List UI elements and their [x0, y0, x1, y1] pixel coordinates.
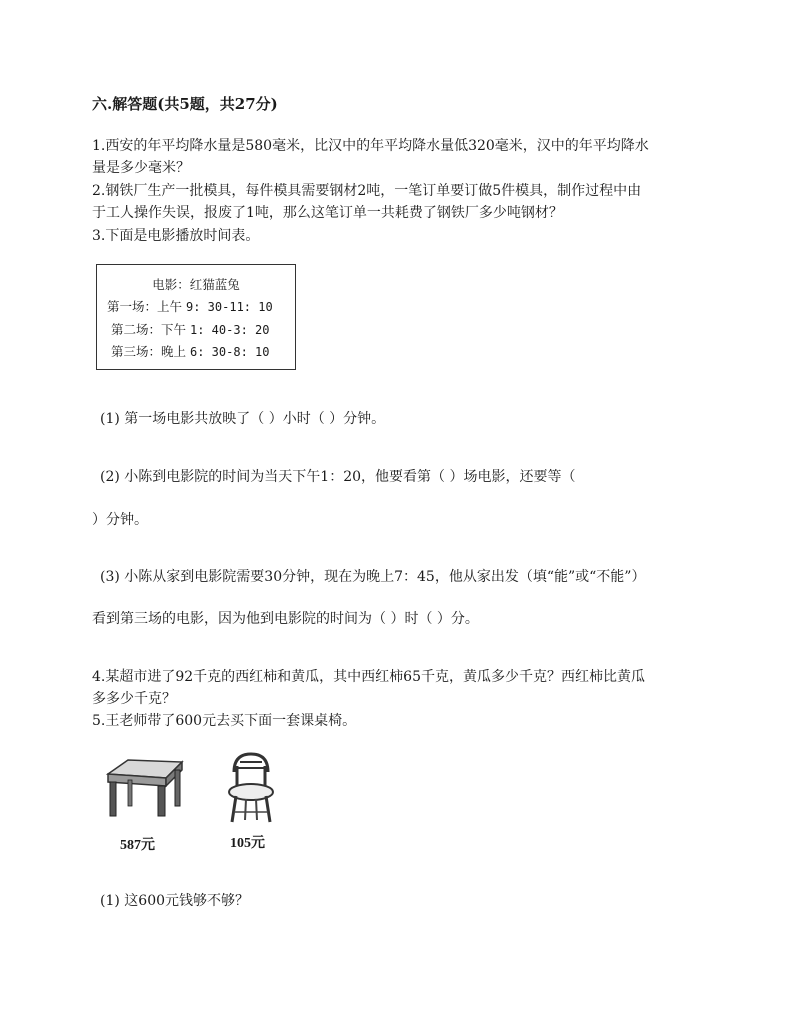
q3-sub2-line2: ）分钟。	[92, 512, 148, 528]
schedule-label: 第二场：下午	[111, 322, 187, 337]
q1-line2: 量是多少毫米？	[92, 160, 190, 176]
q2-line1: 2.钢铁厂生产一批模具，每件模具需要钢材2吨，一笔订单要订做5件模具，制作过程中由	[92, 183, 642, 199]
movie-title: 电影：红猫蓝兔	[152, 277, 240, 292]
schedule-time: 6: 30-8: 10	[190, 345, 270, 359]
schedule-time: 9: 30-11: 10	[186, 300, 273, 314]
schedule-row	[107, 297, 305, 315]
movie-schedule-table	[96, 264, 296, 370]
schedule-row	[111, 320, 309, 338]
q5-sub1: (1) 这600元钱够不够？	[100, 893, 250, 909]
q5-intro: 5.王老师带了600元去买下面一套课桌椅。	[92, 713, 357, 729]
schedule-label: 第三场：晚上	[111, 344, 187, 359]
chair-icon	[226, 752, 276, 824]
q3-sub2-line1: (2) 小陈到电影院的时间为当天下午1：20，他要看第（ ）场电影，还要等（	[100, 469, 576, 485]
q2-line2: 于工人操作失误，报废了1吨，那么这笔订单一共耗费了钢铁厂多少吨钢材？	[92, 205, 563, 221]
schedule-time: 1: 40-3: 20	[190, 323, 270, 337]
chair-price: 105元	[230, 836, 265, 851]
desk-icon	[102, 756, 184, 818]
q1-line1: 1.西安的年平均降水量是580毫米，比汉中的年平均降水量低320毫米，汉中的年平均降水	[92, 138, 649, 154]
q4-line1: 4.某超市进了92千克的西红柿和黄瓜，其中西红柿65千克，黄瓜多少千克？西红柿比黄瓜	[92, 669, 645, 685]
q3-sub3-line2: 看到第三场的电影，因为他到电影院的时间为（ ）时（ ）分。	[92, 611, 479, 627]
section-title: 六.解答题(共5题，共27分)	[92, 95, 278, 113]
q3-intro: 3.下面是电影播放时间表。	[92, 228, 260, 244]
q3-sub1: (1) 第一场电影共放映了（ ）小时（ ）分钟。	[100, 411, 386, 427]
q3-sub3-line1: (3) 小陈从家到电影院需要30分钟，现在为晚上7：45，他从家出发（填“能”或“不能”）	[100, 569, 646, 585]
schedule-row	[111, 342, 309, 360]
q4-line2: 多多少千克？	[92, 691, 176, 707]
desk-price: 587元	[120, 838, 155, 853]
schedule-label: 第一场：上午	[107, 299, 183, 314]
